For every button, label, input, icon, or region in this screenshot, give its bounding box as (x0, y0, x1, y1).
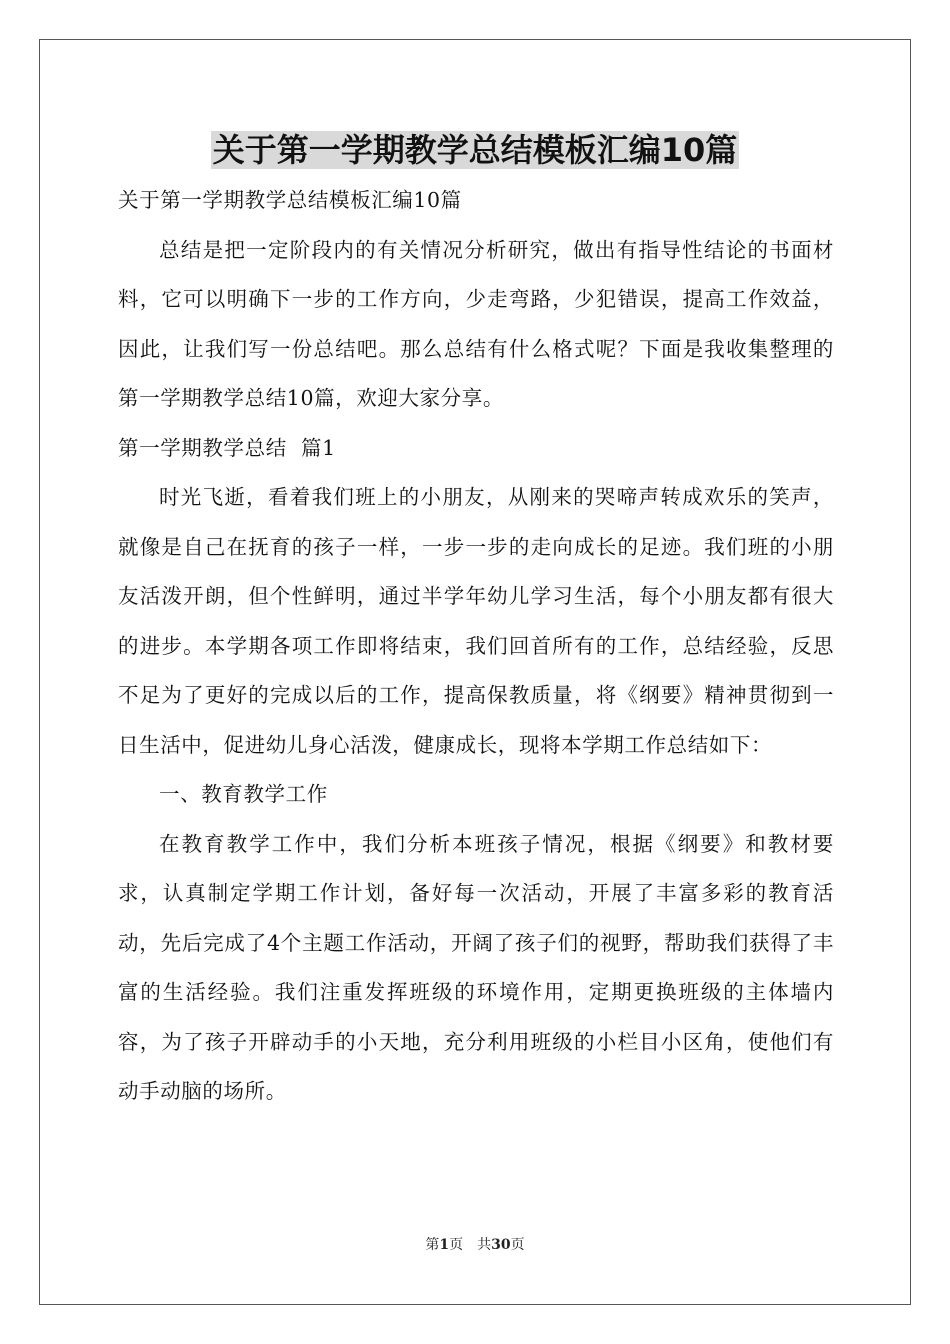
body-paragraph-1: 时光飞逝，看着我们班上的小朋友，从刚来的哭啼声转成欢乐的笑声，就像是自己在抚育的孩子一样，一步一步的走向成长的足迹。我们班的小朋友活泼开朗，但个性鲜明，通过半学年幼儿学习生活，每个小朋友都有很大的进步。本学期各项工作即将结束，我们回首所有的工作，总结经验，反思不足为了更好的完成以后的工作，提高保教质量，将《纲要》精神贯彻到一日生活中，促进幼儿身心活泼，健康成长，现将本学期工作总结如下： (118, 485, 834, 757)
document-subtitle: 关于第一学期教学总结模板汇编10篇 (118, 188, 462, 212)
document-title-text: 关于第一学期教学总结模板汇编10篇 (212, 131, 738, 169)
section-heading: 第一学期教学总结 篇1 (118, 435, 336, 460)
intro-paragraph: 总结是把一定阶段内的有关情况分析研究，做出有指导性结论的书面材料，它可以明确下一步的工作方向，少走弯路，少犯错误，提高工作效益，因此，让我们写一份总结吧。那么总结有什么格式呢？下面是我收集整理的第一学期教学总结10篇，欢迎大家分享。 (118, 237, 834, 410)
page-total: 共30页 (477, 1237, 525, 1253)
page-number: 第1页 (425, 1237, 464, 1253)
document-title (0, 128, 950, 172)
page-footer (0, 1235, 950, 1255)
document-body (118, 176, 834, 1117)
body-paragraph-2: 在教育教学工作中，我们分析本班孩子情况，根据《纲要》和教材要求，认真制定学期工作计划，备好每一次活动，开展了丰富多彩的教育活动，先后完成了4个主题工作活动，开阔了孩子们的视野，帮助我们获得了丰富的生活经验。我们注重发挥班级的环境作用，定期更换班级的主体墙内容，为了孩子开辟动手的小天地，充分利用班级的小栏目小区角，使他们有动手动脑的场所。 (118, 831, 834, 1103)
subheading-teaching-work: 一、教育教学工作 (159, 782, 328, 806)
